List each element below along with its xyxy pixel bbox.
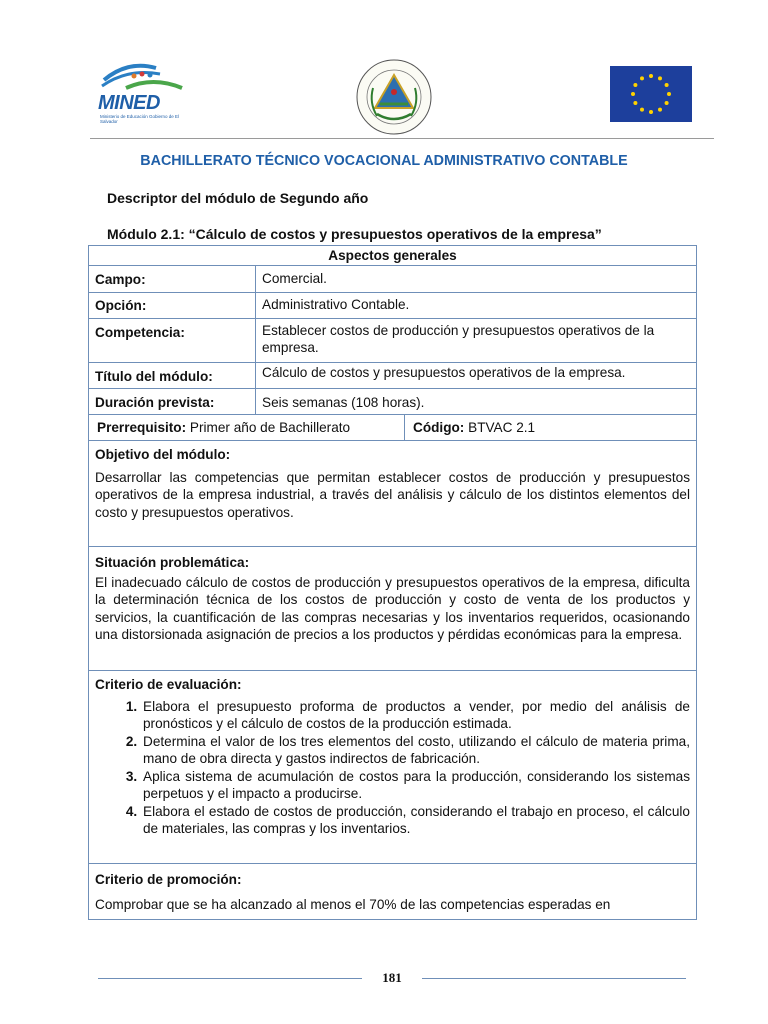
problem-label: Situación problemática:: [95, 555, 250, 570]
eu-flag-icon: [610, 66, 692, 122]
header-logos: [0, 0, 768, 140]
table-row: [89, 318, 696, 362]
table-row: [89, 388, 696, 414]
list-item: 3. Aplica sistema de acumulación de costos para la producción, considerando los sistemas perpetuos y el impacto a producirse.: [141, 768, 690, 803]
row-label-competencia: Competencia:: [89, 319, 256, 362]
row-value-titulo: Cálculo de costos y presupuestos operativos de la empresa.: [262, 365, 626, 380]
evaluation-label: Criterio de evaluación:: [95, 677, 242, 692]
prerequisite-cell: [89, 415, 405, 440]
prerequisite-label: Prerrequisito:: [97, 420, 187, 435]
prerequisite-value: Primer año de Bachillerato: [189, 420, 351, 435]
code-value: BTVAC 2.1: [468, 420, 536, 435]
objective-cell: [89, 441, 696, 525]
row-value-opcion: Administrativo Contable.: [262, 297, 410, 312]
row-value-competencia: Establecer costos de producción y presupuestos operativos de la empresa.: [262, 323, 655, 355]
mined-logo-subtext: Ministerio de Educación Gobierno de El Salvador: [100, 114, 180, 124]
mined-logo-text: MINED: [98, 92, 160, 114]
objective-label: Objetivo del módulo:: [95, 447, 231, 462]
row-label-titulo: Título del módulo:: [89, 363, 256, 388]
list-item: 2. Determina el valor de los tres elementos del costo, utilizando el cálculo de materia prima, mano de obra directa y gastos indirectos de fabricación.: [141, 733, 690, 768]
page-number: 181: [382, 970, 402, 985]
table-row: [89, 362, 696, 388]
code-label: Código:: [413, 420, 465, 435]
problem-row: [89, 546, 696, 670]
evaluation-list: [95, 698, 690, 838]
promotion-text: Comprobar que se ha alcanzado al menos el 70% de las competencias esperadas en: [95, 896, 611, 912]
list-item: 1. Elabora el presupuesto proforma de productos a vender, por medio del análisis de pronósticos y el cálculo de costos de la producción estimada.: [141, 698, 690, 733]
prerequisite-row: [89, 414, 696, 440]
descriptor-heading: Descriptor del módulo de Segundo año: [107, 190, 369, 206]
header-divider: [90, 138, 714, 139]
evaluation-cell: [89, 671, 696, 842]
footer-line-right: [422, 978, 686, 979]
row-label-opcion: Opción:: [89, 293, 256, 318]
code-cell: [405, 415, 696, 440]
el-salvador-seal-icon: [355, 58, 433, 136]
table-row: [89, 265, 696, 292]
row-label-campo: Campo:: [89, 266, 256, 292]
footer-line-left: [98, 978, 362, 979]
promotion-row: [89, 863, 696, 919]
problem-cell: [89, 547, 696, 648]
objective-row: [89, 440, 696, 546]
table-header: Aspectos generales: [328, 248, 457, 263]
row-value-campo: Comercial.: [262, 271, 327, 286]
row-value-duracion: Seis semanas (108 horas).: [262, 395, 425, 410]
promotion-label: Criterio de promoción:: [95, 872, 242, 887]
page-title: BACHILLERATO TÉCNICO VOCACIONAL ADMINISTRATIVO CONTABLE: [140, 153, 628, 169]
mined-logo: [98, 58, 184, 132]
table-header-row: [89, 246, 696, 265]
evaluation-row: [89, 670, 696, 863]
table-row: [89, 292, 696, 318]
problem-text: El inadecuado cálculo de costos de producción y presupuestos operativos de la empresa, dificulta la determinación técnica de los costos de producción y costo de venta de los productos y servicios, la cuantificación de las compras necesarias y los inventarios requeridos, ocasionando una distorsionada asignación de precios a los productos y pérdidas económicas para la empresa.: [95, 574, 690, 642]
promotion-cell: [89, 864, 696, 917]
objective-text: Desarrollar las competencias que permitan establecer costos de producción y presupuestos operativos de la empresa industrial, a través del análisis y cálculo de los distintos elementos del costo y presupuestos operativos.: [95, 469, 690, 520]
module-table: [88, 245, 697, 920]
list-item: 4. Elabora el estado de costos de producción, considerando el trabajo en proceso, el cálculo de materiales, las compras y los inventarios.: [141, 803, 690, 838]
module-heading: Módulo 2.1: “Cálculo de costos y presupuestos operativos de la empresa”: [107, 226, 602, 242]
row-label-duracion: Duración prevista:: [89, 389, 256, 414]
